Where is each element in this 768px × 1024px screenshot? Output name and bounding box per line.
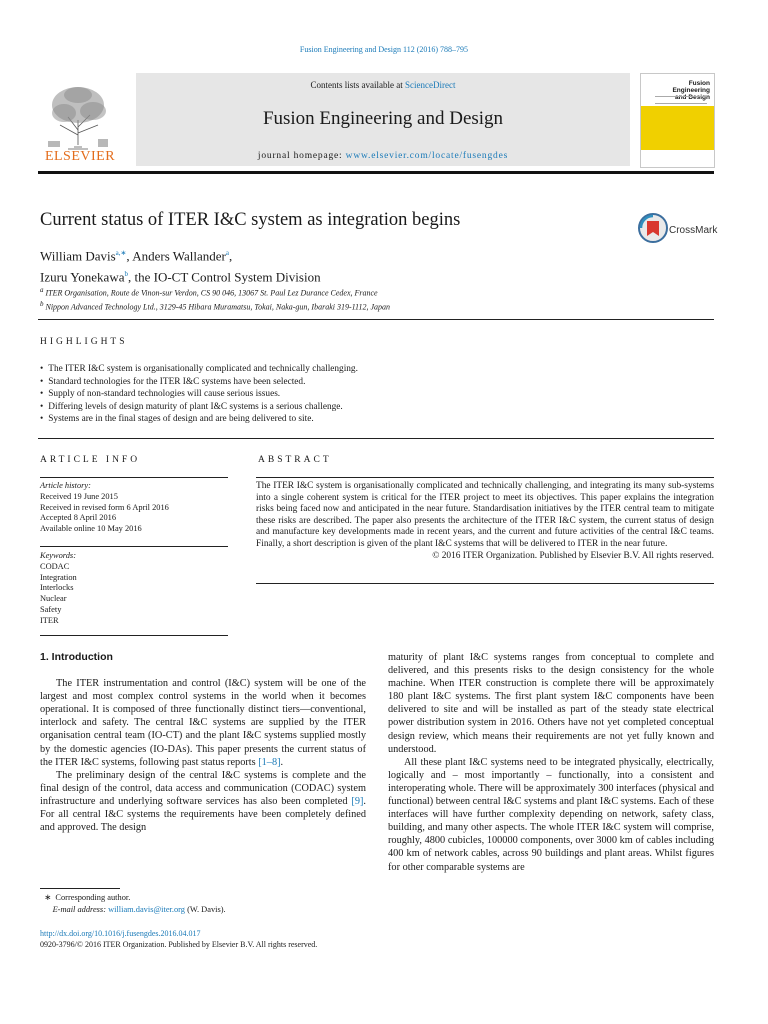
affiliation-text: ITER Organisation, Route de Vinon-sur Verdon, CS 90 046, 13067 St. Paul Lez Durance Cedex, France [45, 288, 378, 298]
body-paragraph [40, 769, 366, 834]
keywords-label: Keywords: [40, 551, 76, 560]
affiliation-mark: b [40, 299, 44, 308]
abstract-body [256, 481, 714, 562]
abstract-heading: ABSTRACT [258, 455, 332, 465]
body-column-left [40, 651, 366, 834]
header-rule [38, 171, 714, 174]
divider [256, 583, 714, 584]
divider [40, 546, 228, 547]
affiliations [40, 285, 390, 312]
citation-link[interactable]: [1–8] [258, 756, 281, 768]
author-group: , the IO-CT Control System Division [127, 269, 321, 285]
footnote-mark: ∗ [44, 893, 52, 902]
email-label: E-mail address: [52, 904, 109, 914]
doi-block [40, 928, 317, 950]
divider [40, 477, 228, 478]
abstract-paragraph: The ITER I&C system is organisationally complicated and technically challenging, and integrating its many sub-systems into a single coherent system is critical for the ITER project to meet its objectives. This paper explains the integration risks being faced now and anticipated in the near future. Standardisation initiatives by the ITER central team to mitigate these risks are described. The paper also presents the architecture of the ITER I&C system, the current status of design and manufacture key developments made in recent years, and the current and future activities of the central I&C teams. Finally, a short description is given of the plant I&C systems that will be delivered to ITER in the near future. [256, 481, 714, 549]
journal-title: Fusion Engineering and Design [262, 108, 504, 129]
footnote-rule [40, 888, 120, 889]
author-affiliation-mark[interactable]: b [124, 270, 128, 279]
history-entry: Received 19 June 2015 [40, 491, 118, 501]
highlight-item: • Systems are in the final stages of design and are being delivered to site. [40, 413, 358, 426]
cover-title-line-2: and Design [674, 94, 710, 101]
publisher-name: ELSEVIER [44, 149, 116, 164]
article-info-heading: ARTICLE INFO [40, 455, 141, 465]
issn-copyright: 0920-3796/© 2016 ITER Organization. Published by Elsevier B.V. All rights reserved. [40, 940, 318, 949]
history-label: Article history: [40, 481, 91, 490]
affiliation-a [40, 285, 390, 299]
keyword: Interlocks [40, 583, 74, 593]
cover-rule-lines [655, 96, 707, 104]
author-name[interactable]: Izuru Yonekawa [40, 269, 125, 285]
cover-title-line-1: Fusion Engineering [672, 80, 710, 94]
body-paragraph: All these plant I&C systems need to be integrated physically, electrically, logically and – most importantly – functionally, into a consistent and interoperating whole. There will be approximately 300 interfaces (physical and functional) between central I&C systems and plant I&C systems. Each of these interfaces will have further complexity depending on network, safety class, building, and many other aspects. The whole ITER I&C system will comprise, roughly, 4800 cubicles, 100000 components, over 3000 km of cables including 400 km of network cables, across 90 buildings and plant areas. Whilst figures for other comparable systems are [388, 756, 714, 873]
highlights-heading: HIGHLIGHTS [40, 337, 128, 347]
homepage-prefix: journal homepage: [257, 151, 346, 161]
history-entry: Received in revised form 6 April 2016 [40, 502, 169, 512]
email-link[interactable]: william.davis@iter.org [108, 904, 185, 914]
footnote [40, 892, 226, 915]
keyword: Safety [40, 604, 62, 614]
crossmark-label[interactable]: CrossMark [669, 225, 718, 236]
journal-reference-link[interactable]: Fusion Engineering and Design 112 (2016) 788–795 [299, 45, 469, 54]
keyword: ITER [40, 615, 59, 625]
article-history [40, 481, 169, 535]
journal-homepage-link[interactable]: www.elsevier.com/locate/fusengdes [345, 151, 509, 161]
contents-line [136, 80, 630, 90]
highlight-item: • Standard technologies for the ITER I&C systems have been selected. [40, 376, 358, 389]
journal-cover-thumbnail[interactable] [640, 73, 715, 168]
article-title: Current status of ITER I&C system as integration begins [40, 210, 461, 230]
author-list [40, 244, 560, 287]
affiliation-text: Nippon Advanced Technology Ltd., 3129-45 Hibara Muramatsu, Tokai, Naka-gun, Ibaraki 319-1112, Japan [45, 302, 390, 312]
highlight-item: • Supply of non-standard technologies will cause serious issues. [40, 388, 358, 401]
highlight-item: • The ITER I&C system is organisationally complicated and technically challenging. [40, 363, 358, 376]
highlights-list [40, 363, 358, 426]
divider [38, 438, 714, 439]
author-separator: , [228, 248, 233, 264]
author-name[interactable]: Anders Wallander [132, 248, 226, 264]
author-name[interactable]: William Davis [40, 248, 116, 264]
body-paragraph: maturity of plant I&C systems ranges from conceptual to complete and delivered, and this presents risks to the design consistency for the whole machine. When ITER construction is complete there will be approximately 180 plant I&C systems. The first plant system I&C components have been delivered to site and will be installed as part of the steady state electrical power distribution system in 2016. Others have not yet completed conceptual design review, which means their requirements are not yet fully known and understood. [388, 652, 714, 755]
author-affiliation-mark[interactable]: a,∗ [115, 249, 127, 257]
divider [40, 635, 228, 636]
affiliation-b [40, 299, 390, 313]
body-column-right [388, 651, 714, 874]
section-heading: 1. Introduction [40, 651, 113, 663]
history-entry: Available online 10 May 2016 [40, 524, 142, 534]
affiliation-mark: a [40, 286, 44, 294]
divider [38, 319, 714, 320]
keywords [40, 551, 77, 627]
keyword: CODAC [40, 561, 70, 571]
divider [256, 477, 714, 478]
corresponding-author-note [40, 892, 226, 904]
sciencedirect-link[interactable]: ScienceDirect [405, 80, 456, 90]
paragraph-text: . [280, 756, 284, 768]
keyword: Nuclear [40, 594, 67, 604]
author-separator: , [126, 248, 133, 264]
email-line [40, 904, 226, 916]
paragraph-text: The preliminary design of the central I&C systems is complete and the final design of the control, data access and communication (CODAC) system infrastructure and underlying software services has also been completed [40, 769, 366, 807]
keyword: Integration [40, 572, 77, 582]
body-paragraph [40, 677, 366, 769]
author-affiliation-mark[interactable]: a [225, 249, 229, 257]
doi-link[interactable]: http://dx.doi.org/10.1016/j.fusengdes.2016.04.017 [40, 929, 201, 938]
contents-prefix: Contents lists available at [310, 80, 405, 90]
citation-link[interactable]: [9] [351, 795, 364, 807]
highlight-item: • Differing levels of design maturity of plant I&C systems is a serious challenge. [40, 401, 358, 414]
journal-homepage-line [136, 151, 630, 161]
cover-yellow-band [641, 106, 714, 150]
email-suffix: (W. Davis). [184, 904, 226, 914]
abstract-copyright: © 2016 ITER Organization. Published by Elsevier B.V. All rights reserved. [432, 550, 714, 561]
paragraph-text: The ITER instrumentation and control (I&C) system will be one of the largest and most complex control systems in the world when it becomes operational. It is composed of three functionally distinct tiers—conventional, interlock and safety. The central I&C systems are supplied by the ITER organisation central team (IO-CT) and the plant I&C systems supplied mostly by the domestic agencies (IO-DAs). This paper presents the current status of the ITER I&C systems, following past status reports [40, 678, 366, 768]
paragraph-text: . For all central I&C systems the requirements have been completely defined and approved. The design [40, 795, 366, 834]
history-entry: Accepted 8 April 2016 [40, 513, 117, 523]
footnote-text: Corresponding author. [55, 893, 131, 902]
